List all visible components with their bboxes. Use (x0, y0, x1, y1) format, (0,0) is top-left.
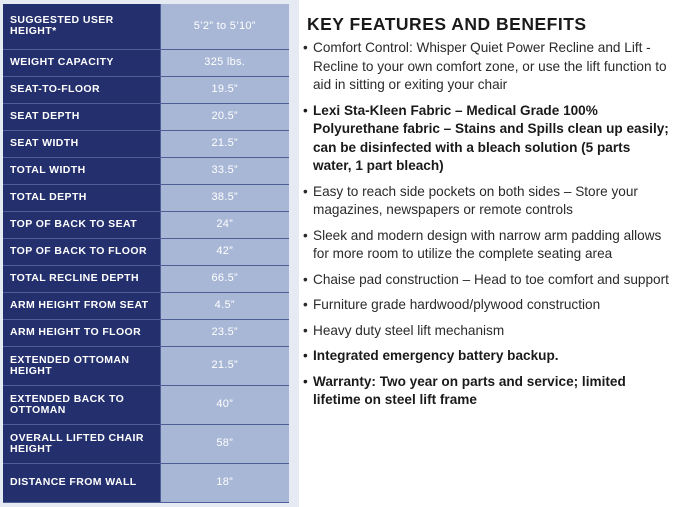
feature-text: Warranty: Two year on parts and service; limited lifetime on steel lift frame (313, 373, 626, 407)
features-panel (299, 0, 675, 507)
spec-value: 40” (160, 385, 289, 424)
spec-label: WEIGHT CAPACITY (3, 49, 160, 76)
spec-value: 38.5” (160, 184, 289, 211)
spec-row (3, 238, 289, 265)
feature-text: Furniture grade hardwood/plywood construction (313, 297, 601, 312)
bullet-icon: • (303, 271, 308, 287)
feature-text: Easy to reach side pockets on both sides – Store your magazines, newspapers or remote controls (313, 183, 638, 217)
feature-text: Sleek and modern design with narrow arm padding allows for more room to utilize the complete seating area (313, 227, 662, 261)
feature-item (303, 39, 671, 95)
spec-row (3, 424, 289, 463)
spec-row (3, 49, 289, 76)
spec-label: SUGGESTED USER HEIGHT* (3, 4, 160, 49)
feature-item (303, 347, 671, 366)
spec-row (3, 346, 289, 385)
spec-label: TOP OF BACK TO SEAT (3, 211, 160, 238)
feature-text: Integrated emergency battery backup. (313, 348, 559, 363)
spec-value: 21.5” (160, 130, 289, 157)
feature-item (303, 102, 671, 176)
spec-value: 21.5” (160, 346, 289, 385)
spec-value: 33.5” (160, 157, 289, 184)
spec-label: DISTANCE FROM WALL (3, 463, 160, 502)
feature-text: Chaise pad construction – Head to toe comfort and support (313, 271, 669, 287)
bullet-icon: • (303, 227, 308, 243)
bullet-icon: • (303, 348, 308, 363)
features-title: KEY FEATURES AND BENEFITS (307, 14, 587, 34)
spec-value: 325 lbs. (160, 49, 289, 76)
features-list (303, 39, 671, 417)
spec-value: 66.5” (160, 265, 289, 292)
spec-label: EXTENDED BACK TO OTTOMAN (3, 385, 160, 424)
spec-row (3, 130, 289, 157)
spec-label: EXTENDED OTTOMAN HEIGHT (3, 346, 160, 385)
feature-item (303, 183, 671, 220)
spec-label: SEAT-TO-FLOOR (3, 76, 160, 103)
spec-row (3, 184, 289, 211)
spec-value: 58” (160, 424, 289, 463)
spec-label: TOTAL RECLINE DEPTH (3, 265, 160, 292)
spec-value: 18” (160, 463, 289, 502)
spec-label: ARM HEIGHT TO FLOOR (3, 319, 160, 346)
spec-value: 5’2” to 5’10” (160, 4, 289, 49)
spec-label: ARM HEIGHT FROM SEAT (3, 292, 160, 319)
bullet-icon: • (303, 297, 308, 312)
spec-value: 19.5” (160, 76, 289, 103)
spec-label: OVERALL LIFTED CHAIR HEIGHT (3, 424, 160, 463)
spec-row (3, 292, 289, 319)
spec-row (3, 4, 289, 49)
spec-value: 24” (160, 211, 289, 238)
spec-row (3, 76, 289, 103)
feature-item (303, 296, 671, 315)
spec-value: 23.5” (160, 319, 289, 346)
spec-label: SEAT DEPTH (3, 103, 160, 130)
spec-value: 4.5” (160, 292, 289, 319)
spec-row (3, 463, 289, 502)
feature-item (303, 227, 671, 264)
spec-label: TOTAL DEPTH (3, 184, 160, 211)
feature-text: Heavy duty steel lift mechanism (313, 322, 505, 338)
spec-label: TOP OF BACK TO FLOOR (3, 238, 160, 265)
bullet-icon: • (303, 183, 308, 199)
spec-row (3, 103, 289, 130)
spec-row (3, 157, 289, 184)
bullet-icon: • (303, 373, 308, 389)
feature-item (303, 322, 671, 341)
spec-value: 42” (160, 238, 289, 265)
spec-row (3, 211, 289, 238)
feature-item (303, 271, 671, 290)
feature-text: Comfort Control: Whisper Quiet Power Recline and Lift - Recline to your own comfort zone, or use the lift function to aid in sitting or exiting your chair (313, 40, 667, 92)
feature-item (303, 373, 671, 410)
spec-row (3, 385, 289, 424)
bullet-icon: • (303, 102, 308, 118)
spec-value: 20.5” (160, 103, 289, 130)
specifications-table (3, 4, 289, 503)
bullet-icon: • (303, 322, 308, 338)
bullet-icon: • (303, 40, 308, 55)
feature-text: Lexi Sta-Kleen Fabric – Medical Grade 100% Polyurethane fabric – Stains and Spills clean up easily; can be disinfected with a bleach solution (5 parts water, 1 part bleach) (313, 102, 669, 173)
spec-row (3, 319, 289, 346)
spec-row (3, 265, 289, 292)
spec-label: SEAT WIDTH (3, 130, 160, 157)
spec-label: TOTAL WIDTH (3, 157, 160, 184)
